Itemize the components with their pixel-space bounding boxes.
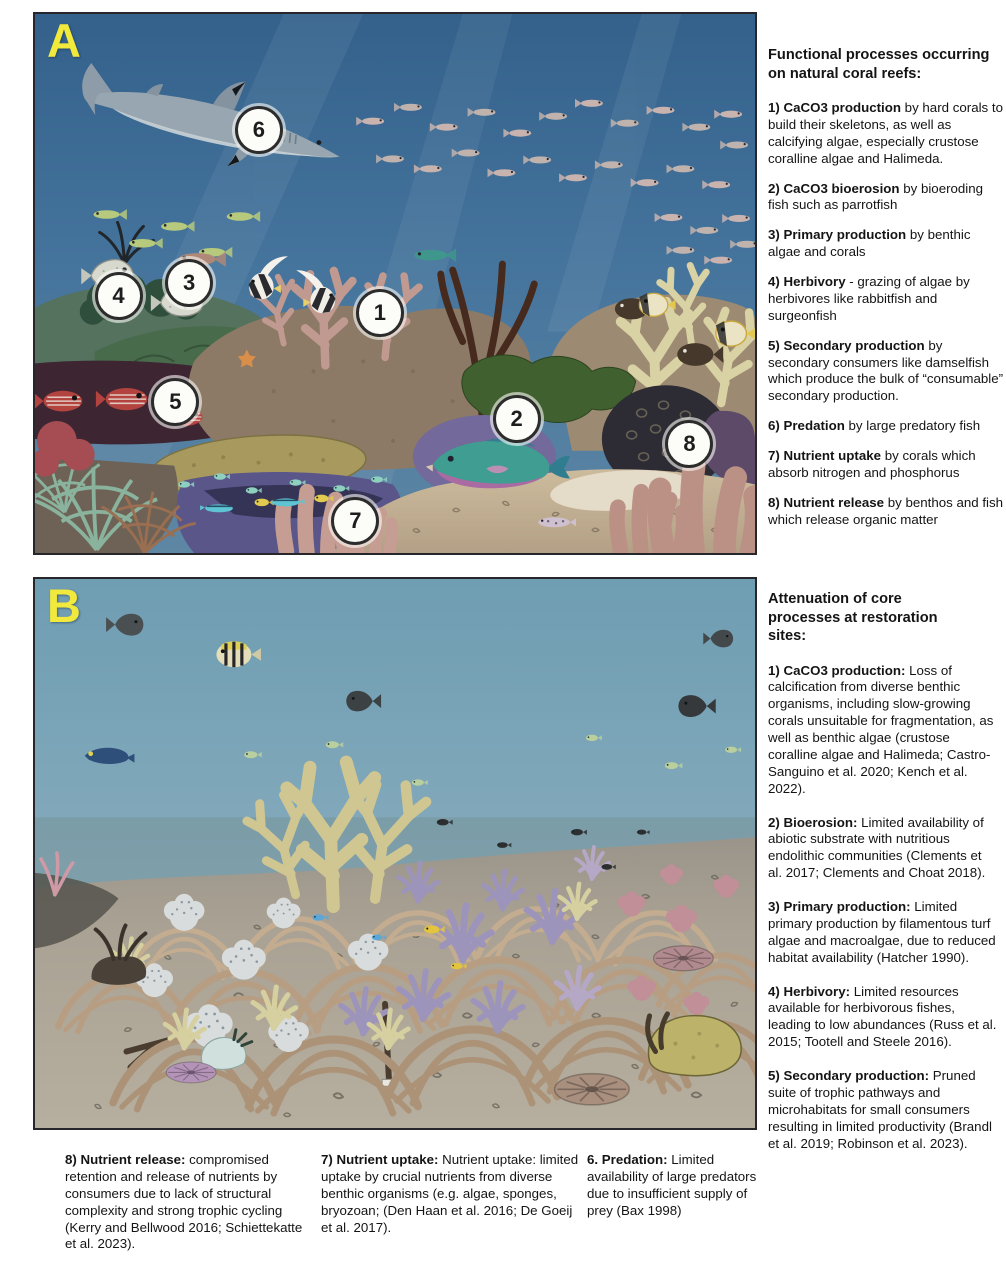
restoration-scene-b [35,579,755,1128]
footnote-nutrient-release [65,1152,310,1253]
item-text: by bioeroding fish such as parrotfish [768,180,984,213]
item-text: Loss of calcification from diverse benthic organisms, including slow-growing corals unsuitable for fragmentation, as well as benthic algae (crustose coralline algae and Halimeda; Castro-Sanguino et al. 2020; Kench et al. 2022). [768,662,994,796]
process-b-2 [768,815,999,883]
footnote-nutrient-uptake [321,1152,580,1236]
item-lead: 5) Secondary production: [768,1068,930,1084]
panel-b-illustration [33,577,757,1130]
process-a-4 [768,274,1004,325]
item-text: Limited availability of large predators due to insufficient supply of prey (Bax 1998) [587,1152,757,1218]
marker-2-number: 2 [510,405,523,431]
item-text: Limited resources available for herbivorous fishes, leading to low abundances (Russ et al. 2015; Tootell and Steele 2016). [768,983,997,1050]
process-b-4 [768,984,999,1052]
process-b-5 [768,1068,999,1152]
marker-4-number: 4 [112,282,125,308]
marker-8-number: 8 [683,430,696,456]
process-a-1 [768,100,1004,168]
item-lead: 3) Primary production [768,227,907,243]
process-b-3 [768,899,999,967]
marker-3-number: 3 [182,269,196,295]
sidebar-b-title: Attenuation of core processes at restoration sites: [768,591,938,645]
panel-b-label: B [47,579,81,632]
item-lead: 8) Nutrient release: [65,1152,186,1167]
process-b-1 [768,663,999,798]
item-lead: 4) Herbivory: [768,983,851,999]
marker-7 [331,497,379,545]
sidebar-b [768,590,999,1169]
item-text: - grazing of algae by herbivores like rabbitfish and surgeonfish [768,274,970,323]
process-a-3 [768,227,1004,261]
item-lead: 1) CaCO3 production: [768,662,906,678]
sidebar-a-title: Functional processes occurring on natural coral reefs: [768,47,990,82]
process-a-6 [768,418,1004,435]
process-a-5 [768,338,1004,406]
item-lead: 4) Herbivory [768,274,846,290]
item-text: by hard corals to build their skeletons, as well as calcifying algae, especially crustose coralline algae and Halimeda. [768,100,1003,166]
item-text: Nutrient uptake: limited uptake by crucial nutrients from diverse benthic organisms (e.g. algae, sponges, bryozoan; (Den Haan et al. 2016; De Goeij et al. 2017). [321,1152,579,1235]
marker-4 [95,272,143,320]
process-a-8 [768,495,1004,529]
marker-5-number: 5 [169,389,182,415]
item-lead: 7) Nutrient uptake: [321,1152,439,1167]
item-text: Limited primary production by filamentous turf algae and macroalgae, due to reduced habitat availability (Hatcher 1990). [768,899,996,965]
item-lead: 2) CaCO3 bioerosion [768,180,900,196]
item-text: by corals which absorb nitrogen and phosphorus [768,448,976,480]
reef-scene-a [35,14,755,553]
panel-a-illustration [33,12,757,555]
item-lead: 8) Nutrient release [768,494,885,510]
marker-7-number: 7 [349,507,362,533]
item-text: Limited availability of abiotic substrate with nutritious endolithic communities (Clements et al. 2017; Clements and Choat 2018). [768,814,986,881]
item-lead: 3) Primary production: [768,899,911,915]
marker-5 [151,378,199,426]
item-text: Pruned suite of trophic pathways and microhabitats for small consumers resulting in limited productivity (Brandl et al. 2019; Robinson et al. 2023). [768,1068,992,1151]
marker-3 [165,259,213,307]
marker-6-number: 6 [252,116,266,142]
item-lead: 2) Bioerosion: [768,814,858,830]
marker-1-number: 1 [373,299,386,325]
item-text: by large predatory fish [844,418,981,434]
marker-1 [356,289,404,337]
item-text: by benthos and fish which release organic matter [768,494,1004,527]
item-text: by benthic algae and corals [768,227,971,260]
marker-8 [665,420,713,468]
marker-6 [235,106,283,154]
sidebar-a [768,46,1004,542]
item-text: by secondary consumers like damselfish which produce the bulk of “consumable” secondary production. [768,337,1004,404]
process-a-7 [768,448,1004,482]
marker-2 [493,395,541,443]
item-text: compromised retention and release of nutrients by consumers due to lack of structural complexity and strong trophic cycling (Kerry and Bellwood 2016; Schiettekatte et al. 2023). [65,1152,303,1252]
panel-a-label: A [47,14,81,67]
item-lead: 7) Nutrient uptake [768,448,882,464]
item-lead: 1) CaCO3 production [768,100,901,116]
item-lead: 5) Secondary production [768,337,925,353]
item-lead: 6. Predation: [587,1152,668,1167]
process-a-2 [768,181,1004,215]
footnote-predation [587,1152,764,1220]
item-lead: 6) Predation [768,418,845,434]
